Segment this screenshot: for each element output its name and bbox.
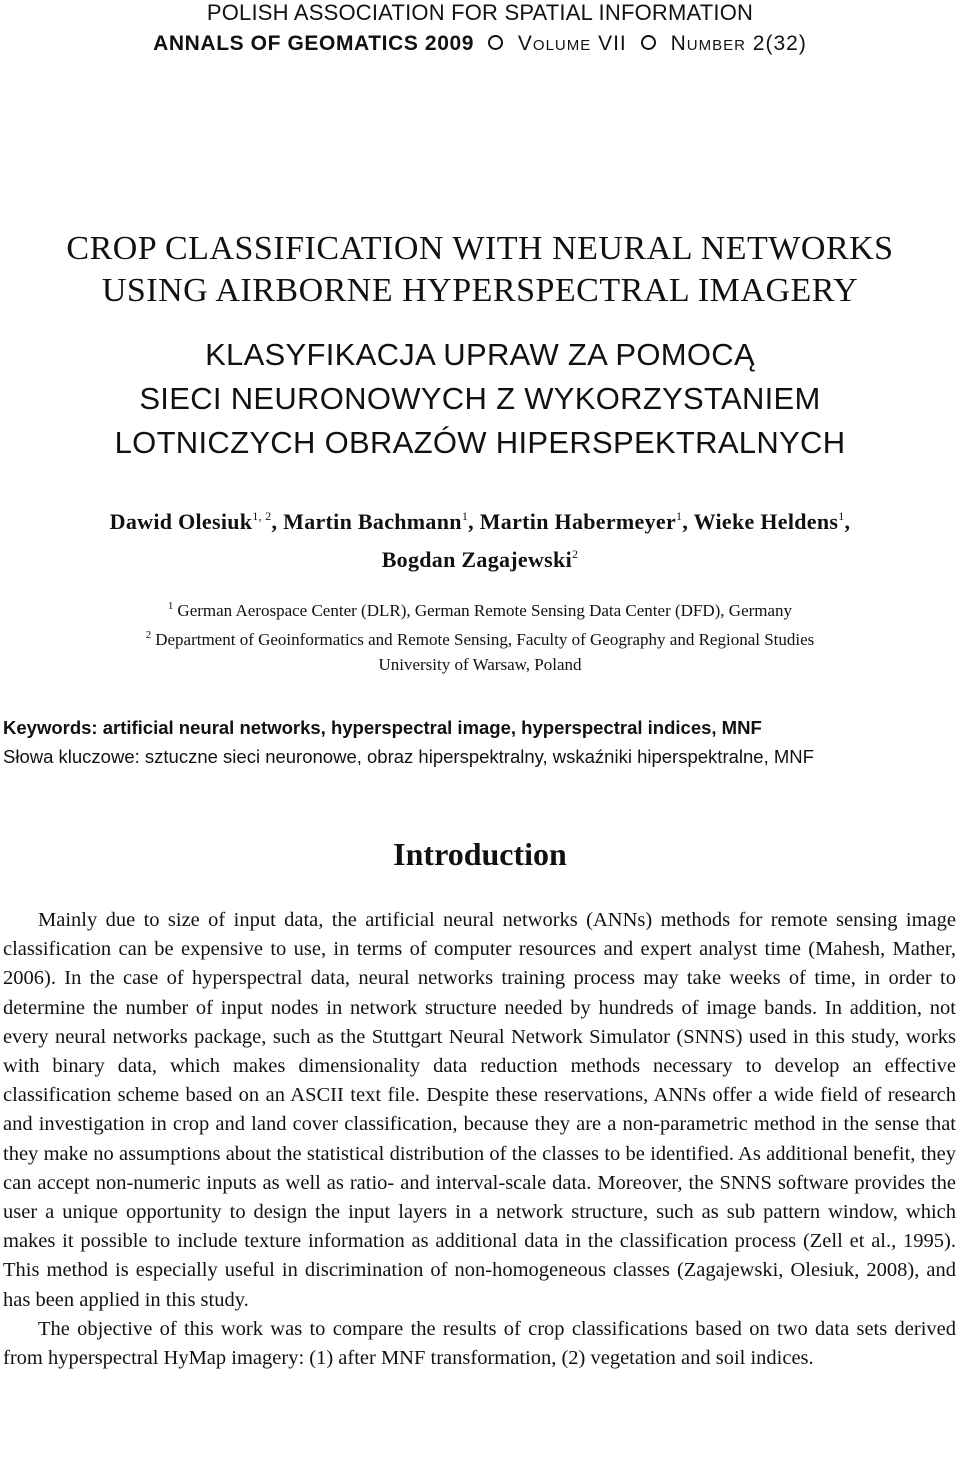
bullet-circle-icon [641,35,656,50]
journal-number: Number 2(32) [670,32,807,55]
section-body [3,906,956,1373]
keywords-english: Keywords: artificial neural networks, hyperspectral image, hyperspectral indices, MNF [3,717,762,738]
section-heading: Introduction [393,836,567,872]
affiliation-line [0,652,960,677]
author-separator: , [682,509,694,534]
title-polish-line: SIECI NEURONOWYCH Z WYKORZYSTANIEM [139,381,821,416]
author-separator: , [468,509,480,534]
title-english-line: CROP CLASSIFICATION WITH NEURAL NETWORKS [66,230,894,267]
author-name: Dawid Olesiuk [109,509,253,534]
journal-name: ANNALS OF GEOMATICS 2009 [153,32,475,55]
author-affiliation-mark: 2 [572,547,579,561]
author-name: Bogdan Zagajewski [381,547,572,572]
bullet-circle-icon [488,35,503,50]
author-line [0,538,960,576]
association-name: POLISH ASSOCIATION FOR SPATIAL INFORMATION [206,0,754,25]
journal-line [0,30,960,58]
keywords-polish: Słowa kluczowe: sztuczne sieci neuronowe, obraz hiperspektralny, wskaźniki hiperspektralne, MNF [3,746,814,767]
author-affiliation-mark: 1 [676,509,683,523]
affiliation-text: University of Warsaw, Poland [378,655,582,674]
title-english-line: USING AIRBORNE HYPERSPECTRAL IMAGERY [101,272,859,309]
affiliation-line [0,623,960,652]
title-polish-line: LOTNICZYCH OBRAZÓW HIPERSPEKTRALNYCH [114,425,846,460]
title-polish [0,333,960,465]
author-affiliation-mark: 1, 2 [252,509,272,523]
author-name: Martin Habermeyer [479,509,677,534]
affiliation-mark: 2 [145,629,152,641]
affiliation-text: Department of Geoinformatics and Remote Sensing, Faculty of Geography and Regional Studies [155,630,815,649]
affiliation-mark: 1 [167,600,174,612]
body-paragraph: The objective of this work was to compare the results of crop classifications based on two data sets derived from hyperspectral HyMap imagery: (1) after MNF transformation, (2) vegetation and soil indices. [3,1317,956,1370]
journal-volume: Volume VII [517,32,627,55]
author-separator: , [844,509,851,534]
affiliation-line [0,594,960,623]
title-english [0,228,960,312]
author-list [0,500,960,576]
body-paragraph: Mainly due to size of input data, the artificial neural networks (ANNs) methods for remote sensing image classification can be expensive to use, in terms of computer resources and expert analyst time (Mahesh, Mather, 2006). In the case of hyperspectral data, neural networks training process may take weeks of time, in order to determine the number of input nodes in network structure needed by hundreds of image bands. In addition, not every neural networks package, such as the Stuttgart Neural Network Simulator (SNNS) used in this study, works with binary data, which makes dimensionality data reduction methods necessary to develop an effective classification scheme based on an ASCII text file. Despite these reservations, ANNs offer a wide field of research and investigation in crop and land cover classification, because they are a non-parametric method in the sense that they make no assumptions about the statistical distribution of the classes to be identified. As additional benefit, they can accept non-numeric inputs as well as ratio- and interval-scale data. Moreover, the SNNS software provides the user a unique opportunity to design the input layers in a network structure, such as sub pattern window, which makes it possible to include texture information as additional data in the classification process (Zell et al., 1995). This method is especially useful in discrimination of non-homogeneous classes (Zagajewski, Olesiuk, 2008), and has been applied in this study. [3,909,956,1311]
author-affiliation-mark: 1 [461,509,469,523]
author-name: Wieke Heldens [693,509,839,534]
affiliation-list [0,594,960,677]
author-line [0,500,960,538]
title-polish-line: KLASYFIKACJA UPRAW ZA POMOCĄ [205,337,755,372]
author-affiliation-mark: 1 [838,509,845,523]
affiliation-text: German Aerospace Center (DLR), German Remote Sensing Data Center (DFD), Germany [177,601,793,620]
author-separator: , [271,509,284,534]
author-name: Martin Bachmann [283,509,462,534]
